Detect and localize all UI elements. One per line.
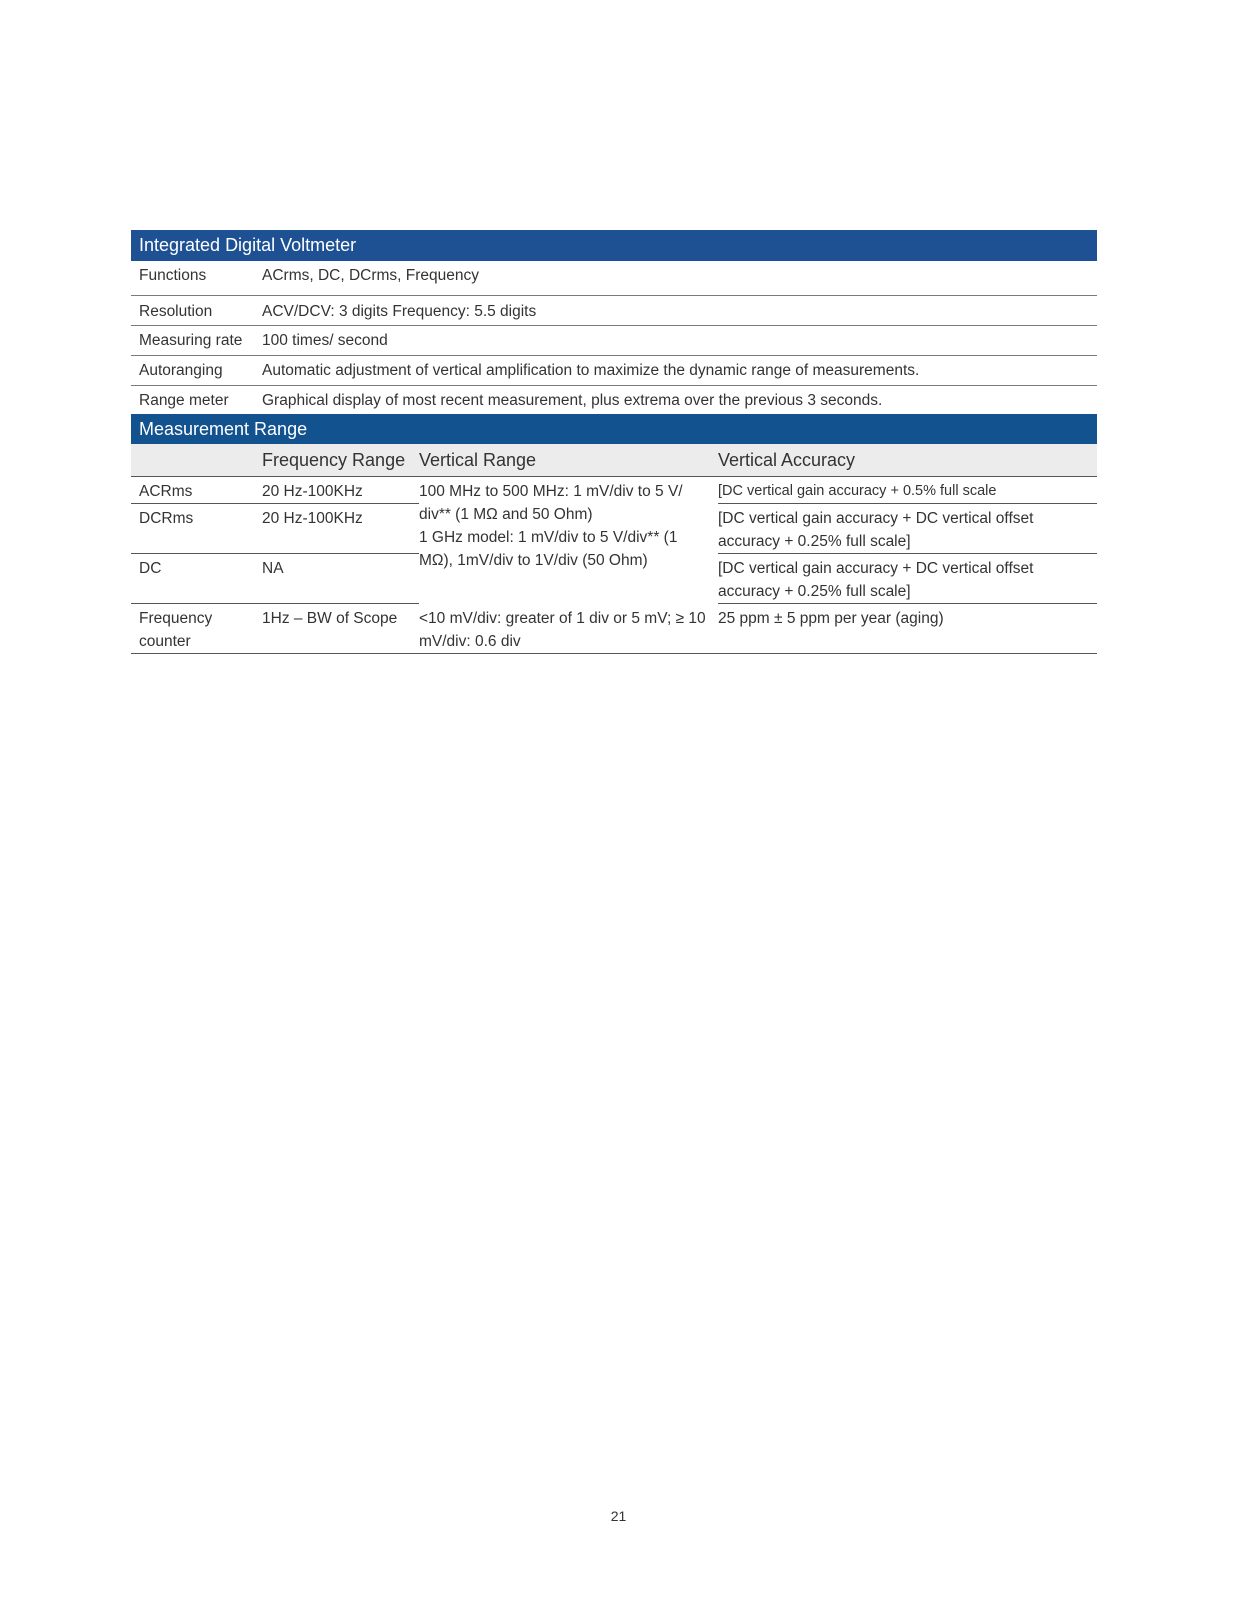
spec-row-measuring-rate xyxy=(131,326,1097,356)
spec-label: Resolution xyxy=(139,303,213,320)
column-header: Vertical Range xyxy=(419,444,718,477)
accuracy-cell: 25 ppm ± 5 ppm per year (aging) xyxy=(718,604,1097,654)
spec-label: Functions xyxy=(139,267,207,284)
column-header: Vertical Accuracy xyxy=(718,444,1097,477)
vertical-range-cell: <10 mV/div: greater of 1 div or 5 mV; ≥ 10 mV/div: 0.6 div xyxy=(419,604,718,654)
spec-value: ACV/DCV: 3 digits Frequency: 5.5 digits xyxy=(262,303,537,320)
table-row xyxy=(131,604,1097,654)
freq-range-cell: NA xyxy=(262,554,419,604)
freq-range-cell: 1Hz – BW of Scope xyxy=(262,604,419,654)
spec-row-resolution xyxy=(131,296,1097,326)
spec-value: Graphical display of most recent measurement, plus extrema over the previous 3 seconds. xyxy=(262,392,883,409)
vertical-range-line: 100 MHz to 500 MHz: 1 mV/div to 5 V/ div** (1 MΩ and 50 Ohm) xyxy=(419,483,683,523)
row-label: DCRms xyxy=(131,504,262,554)
column-header xyxy=(131,444,262,477)
accuracy-cell: [DC vertical gain accuracy + DC vertical offset accuracy + 0.25% full scale] xyxy=(718,504,1097,554)
spec-value: ACrms, DC, DCrms, Frequency xyxy=(262,267,480,284)
accuracy-cell: [DC vertical gain accuracy + 0.5% full scale xyxy=(718,477,1097,504)
spec-value: Automatic adjustment of vertical amplification to maximize the dynamic range of measurements. xyxy=(262,362,920,379)
row-label: ACRms xyxy=(131,477,262,504)
page-number: 21 xyxy=(610,1508,627,1524)
section-header-measurement-range: Measurement Range xyxy=(131,414,1097,444)
accuracy-cell: [DC vertical gain accuracy + DC vertical offset accuracy + 0.25% full scale] xyxy=(718,554,1097,604)
spec-label: Range meter xyxy=(139,392,229,409)
spec-value: 100 times/ second xyxy=(262,332,388,349)
spec-row-range-meter xyxy=(131,386,1097,414)
spec-table xyxy=(131,230,1097,654)
spec-label: Autoranging xyxy=(139,362,223,379)
spec-label: Measuring rate xyxy=(139,332,243,349)
section-header-dvm: Integrated Digital Voltmeter xyxy=(131,230,1097,261)
row-label: Frequency counter xyxy=(131,604,262,654)
table-row xyxy=(131,477,1097,504)
spec-row-functions xyxy=(131,261,1097,296)
freq-range-cell: 20 Hz-100KHz xyxy=(262,477,419,504)
spec-row-autoranging xyxy=(131,356,1097,386)
vertical-range-line: 1 GHz model: 1 mV/div to 5 V/div** (1 MΩ), 1mV/div to 1V/div (50 Ohm) xyxy=(419,529,678,569)
column-header: Frequency Range xyxy=(262,444,419,477)
freq-range-cell: 20 Hz-100KHz xyxy=(262,504,419,554)
vertical-range-cell xyxy=(419,477,718,604)
row-label: DC xyxy=(131,554,262,604)
measurement-range-table xyxy=(131,444,1097,654)
table-header-row xyxy=(131,444,1097,477)
